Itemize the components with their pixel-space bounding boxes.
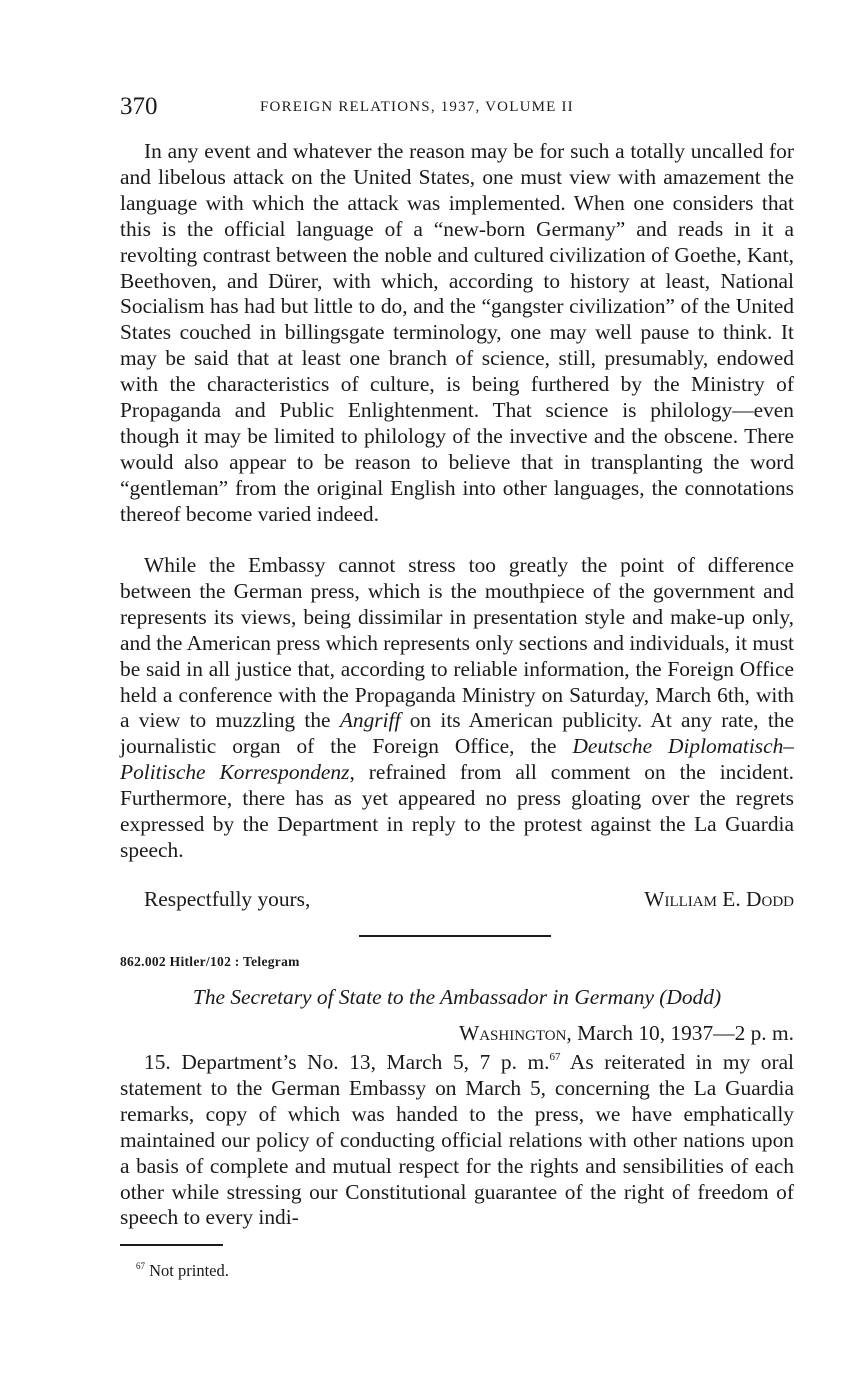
paragraph-segment: While the Embassy cannot stress too greatly the point of difference between the German press, which is the mouthpiece of the government and represents its views, being dissimilar in presentation style and make-up only, and the American press which represents only sections and individuals, it must be said in all justice that, according to reliable information, the Foreign Office held a conference with the Propaganda Ministry on Saturday, March 6th, with a view to muzzling the <box>120 553 794 733</box>
page-number: 370 <box>120 93 158 120</box>
body-paragraph-1 <box>120 139 794 528</box>
section-divider <box>359 935 551 937</box>
paragraph-segment: 15. Department’s No. 13, March 5, 7 p. m. <box>144 1050 550 1074</box>
document-reference: 862.002 Hitler/102 : Telegram <box>120 954 300 969</box>
paragraph-text <box>120 553 794 864</box>
document-heading: The Secretary of State to the Ambassador in Germany (Dodd) <box>192 985 722 1009</box>
footnote-marker: 67 <box>136 1261 145 1271</box>
paragraph-segment: , refrained from all comment on the incident. Furthermore, there has as yet appeared no press gloating over the regrets expressed by the Department in reply to the protest against the La Guardia speech. <box>120 760 794 862</box>
paragraph-segment: As reiterated in my oral statement to the German Embassy on March 5, concerning the La Guardia remarks, copy of which was handed to the press, we have emphatically maintained our policy of conducting official relations with other nations upon a basis of complete and mutual respect for the rights and sensibilities of each other while stressing our Constitutional guarantee of the right of freedom of speech to every indi- <box>120 1050 795 1230</box>
body-paragraph-2 <box>120 553 794 864</box>
letter-closing <box>120 884 794 914</box>
telegram-paragraph <box>120 1050 794 1231</box>
footnote-text: Not printed. <box>149 1261 229 1280</box>
italic-newspaper-name: Angriff <box>339 708 401 733</box>
footnote-divider <box>120 1244 223 1246</box>
dateline-place: Washington, <box>459 1021 572 1045</box>
paragraph-text: In any event and whatever the reason may be for such a totally uncalled for and libelous attack on the United States, one must view with amazement the language with which the attack was implemented. When one considers that this is the official language of a “new-born Germany” and reads in it a revolting contrast between the noble and cultured civilization of Goethe, Kant, Beethoven, and Dürer, with which, according to history at least, National Socialism has had but little to do, and the “gangster civilization” of the United States couched in billingsgate terminology, one may well pause to think. It may be said that at least one branch of science, still, presumably, endowed with the characteristics of culture, is being furthered by the Ministry of Propaganda and Public Enlightenment. That science is philology—even though it may be limited to philology of the invective and the obscene. There would also appear to be reason to believe that in transplanting the word “gentleman” from the original English into other languages, the connotations thereof become varied indeed. <box>120 139 794 526</box>
running-header <box>120 92 794 122</box>
paragraph-text <box>120 1050 794 1231</box>
footnote <box>136 1260 229 1282</box>
dateline-date: March 10, 1937—2 p. m. <box>577 1021 794 1045</box>
complimentary-close: Respectfully yours, <box>144 887 311 911</box>
dateline <box>120 1018 794 1048</box>
italic-publication-name: Deutsche Diplomatisch–Politische Korrespondenz <box>120 734 794 785</box>
paragraph-segment: on its American publicity. At any rate, the journalistic organ of the Foreign Office, the <box>120 708 794 759</box>
footnote-reference: 67 <box>549 1051 561 1063</box>
running-title: FOREIGN RELATIONS, 1937, VOLUME II <box>260 99 574 115</box>
signature: William E. Dodd <box>644 887 794 911</box>
